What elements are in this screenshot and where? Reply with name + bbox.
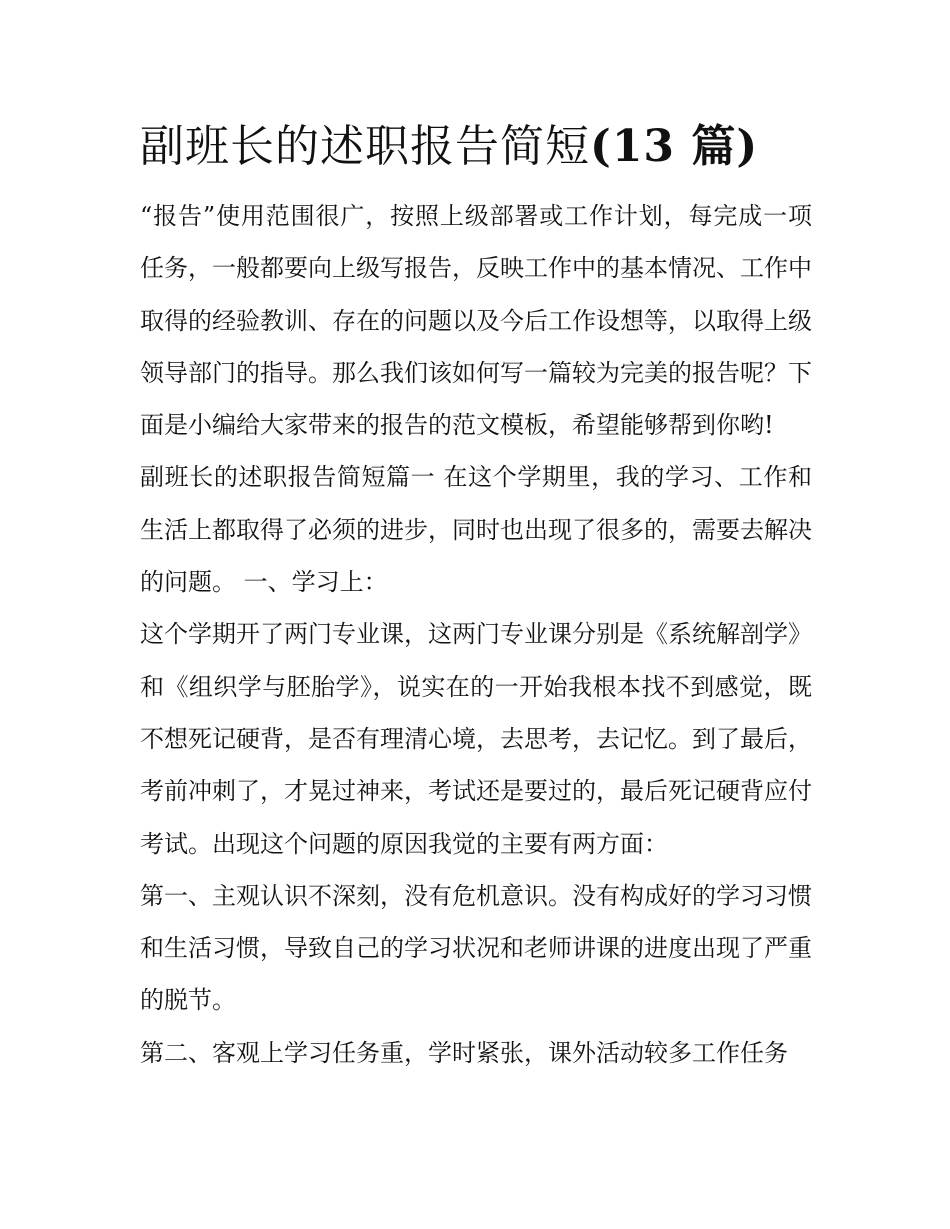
paragraph-section-one: 副班长的述职报告简短篇一 在这个学期里，我的学习、工作和生活上都取得了必须的进步，同时也出现了很多的，需要去解决的问题。 一、学习上： [140, 463, 812, 597]
title-count: (13 篇) [590, 121, 759, 172]
title-main: 副班长的述职报告简短 [140, 121, 590, 172]
paragraph-reason-two: 第二、客观上学习任务重，学时紧张，课外活动较多工作任务 [140, 1038, 788, 1067]
document-title [140, 110, 812, 184]
document-page [140, 110, 812, 1079]
paragraph-intro: “报告”使用范围很广，按照上级部署或工作计划，每完成一项任务，一般都要向上级写报告，反映工作中的基本情况、工作中取得的经验教训、存在的问题以及今后工作设想等，以取得上级领导部门的指导。那么我们该如何写一篇较为完美的报告呢？下面是小编给大家带来的报告的范文模板，希望能够帮到你哟! [140, 202, 812, 440]
paragraph-study: 这个学期开了两门专业课，这两门专业课分别是《系统解剖学》和《组织学与胚胎学》，说实在的一开始我根本找不到感觉，既不想死记硬背，是否有理清心境，去思考，去记忆。到了最后，考前冲刺了，才晃过神来，考试还是要过的，最后死记硬背应付考试。出现这个问题的原因我觉的主要有两方面： [140, 620, 812, 858]
paragraph-reason-one: 第一、主观认识不深刻，没有危机意识。没有构成好的学习习惯和生活习惯，导致自己的学习状况和老师讲课的进度出现了严重的脱节。 [140, 881, 812, 1015]
